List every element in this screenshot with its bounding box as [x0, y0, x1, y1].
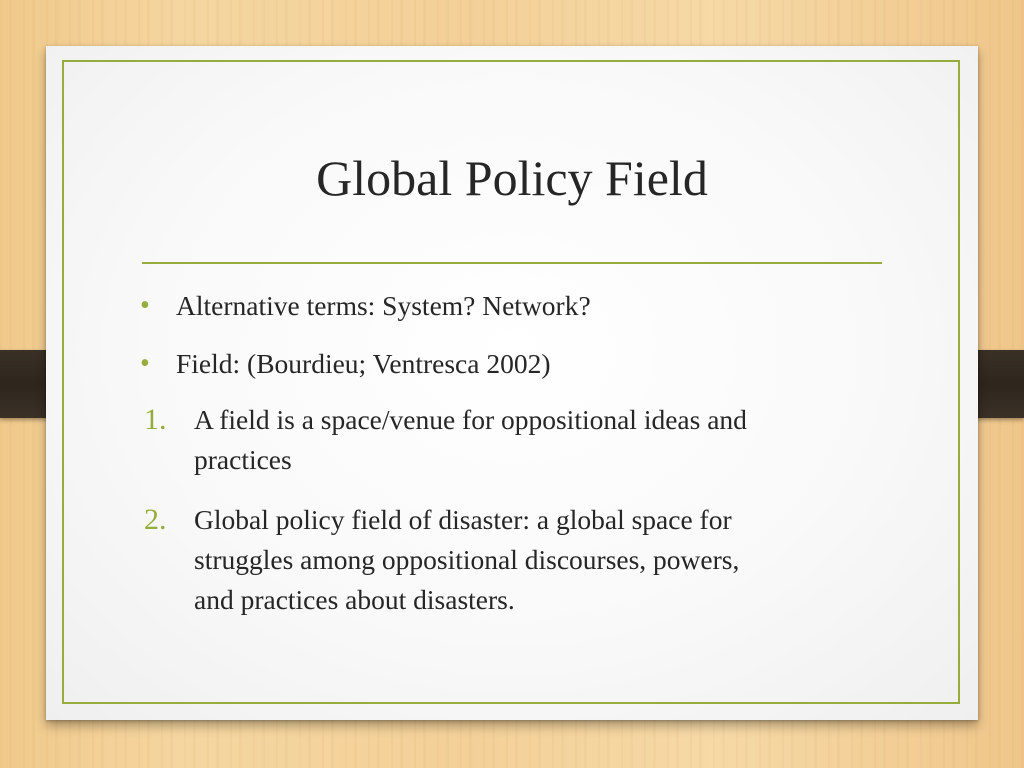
numbered-item [144, 400, 904, 480]
slide [46, 46, 978, 720]
numbered-item [144, 500, 904, 620]
numbered-text-line: practices [194, 444, 292, 475]
slide-title: Global Policy Field [316, 150, 708, 206]
number-marker: 1. [144, 403, 167, 436]
numbered-text-line: Global policy field of disaster: a global space for [194, 504, 732, 535]
bullet-text: Alternative terms: System? Network? [176, 290, 591, 321]
bullet-text: Field: (Bourdieu; Ventresca 2002) [176, 348, 551, 379]
bullet-icon: • [140, 290, 150, 321]
numbered-text-line: A field is a space/venue for oppositional ideas and [194, 404, 747, 435]
numbered-text-line: struggles among oppositional discourses, powers, [194, 544, 740, 575]
bullet-icon: • [140, 348, 150, 379]
title-divider [142, 262, 882, 264]
bullet-item [140, 286, 900, 326]
number-marker: 2. [144, 503, 167, 536]
bullet-item [140, 344, 900, 384]
numbered-text-line: and practices about disasters. [194, 584, 515, 615]
